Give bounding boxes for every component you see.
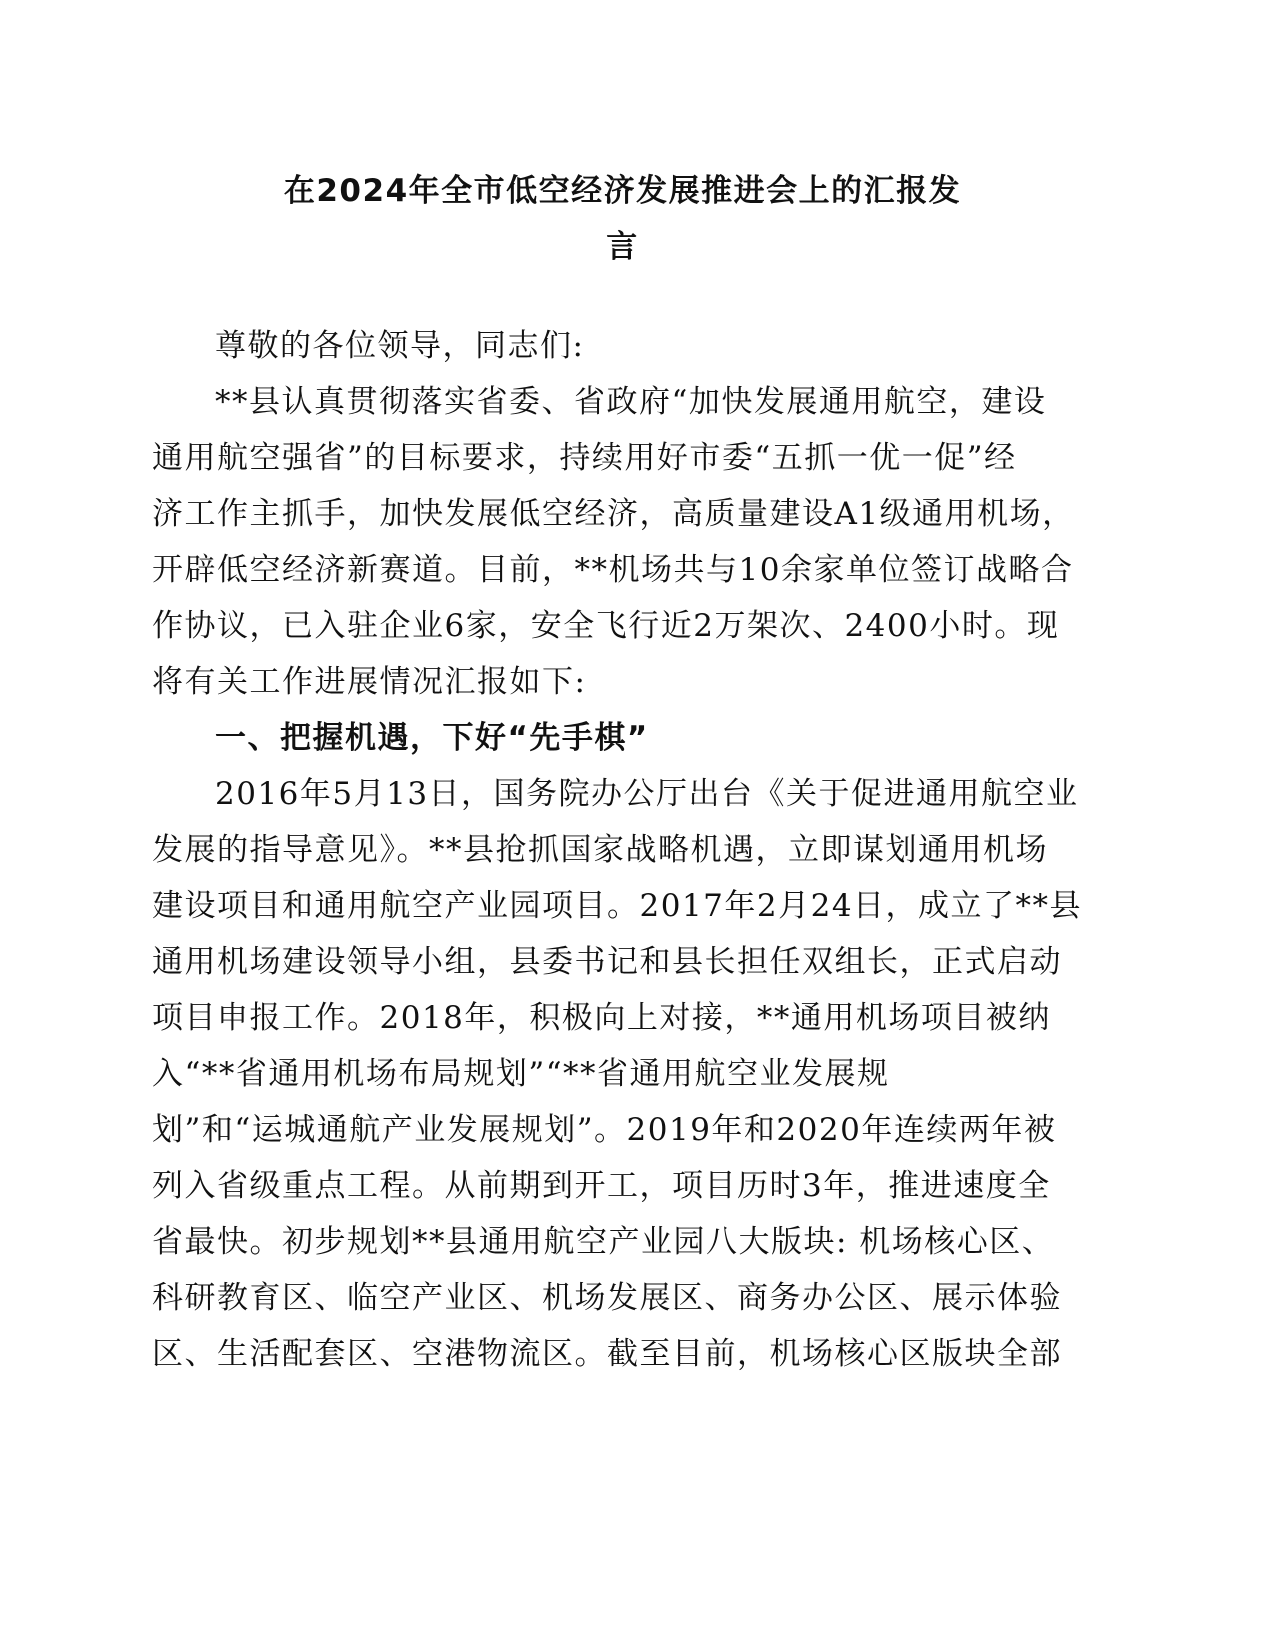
salutation: 尊敬的各位领导，同志们: (215, 328, 585, 364)
body-line: 科研教育区、临空产业区、机场发展区、商务办公区、展示体验 (152, 1280, 1062, 1316)
body-line: 省最快。初步规划**县通用航空产业园八大版块: 机场核心区、 (152, 1224, 1055, 1260)
section-heading: 一、把握机遇，下好“先手棋” (215, 720, 649, 756)
body-line: 建设项目和通用航空产业园项目。2017年2月24日，成立了**县 (152, 888, 1083, 924)
body-line: 划”和“运城通航产业发展规划”。2019年和2020年连续两年被 (152, 1112, 1057, 1148)
body-line: 2016年5月13日，国务院办公厅出台《关于促进通用航空业 (215, 776, 1079, 812)
body-line: **县认真贯彻落实省委、省政府“加快发展通用航空，建设 (215, 384, 1047, 420)
body-line: 项目申报工作。2018年，积极向上对接，**通用机场项目被纳 (152, 1000, 1051, 1036)
body-line: 通用航空强省”的目标要求，持续用好市委“五抓一优一促”经 (152, 440, 1017, 476)
body-line: 作协议，已入驻企业6家，安全飞行近2万架次、2400小时。现 (152, 608, 1060, 644)
title-line-1: 在2024年全市低空经济发展推进会上的汇报发 (283, 173, 962, 209)
body-line: 开辟低空经济新赛道。目前，**机场共与10余家单位签订战略合 (152, 552, 1074, 588)
body-line: 发展的指导意见》。**县抢抓国家战略机遇，立即谋划通用机场 (152, 832, 1048, 868)
document-title (150, 163, 1095, 275)
body-line: 通用机场建设领导小组，县委书记和县长担任双组长，正式启动 (152, 944, 1062, 980)
body-line: 将有关工作进展情况汇报如下: (152, 664, 587, 700)
body-line: 济工作主抓手，加快发展低空经济，高质量建设A1级通用机场， (152, 496, 1075, 532)
body-line: 区、生活配套区、空港物流区。截至目前，机场核心区版块全部 (152, 1336, 1062, 1372)
title-line-2: 言 (606, 229, 639, 265)
body-line: 入“**省通用机场布局规划”“**省通用航空业发展规 (152, 1056, 890, 1092)
document-body (152, 318, 1102, 1382)
body-line: 列入省级重点工程。从前期到开工，项目历时3年，推进速度全 (152, 1168, 1051, 1204)
